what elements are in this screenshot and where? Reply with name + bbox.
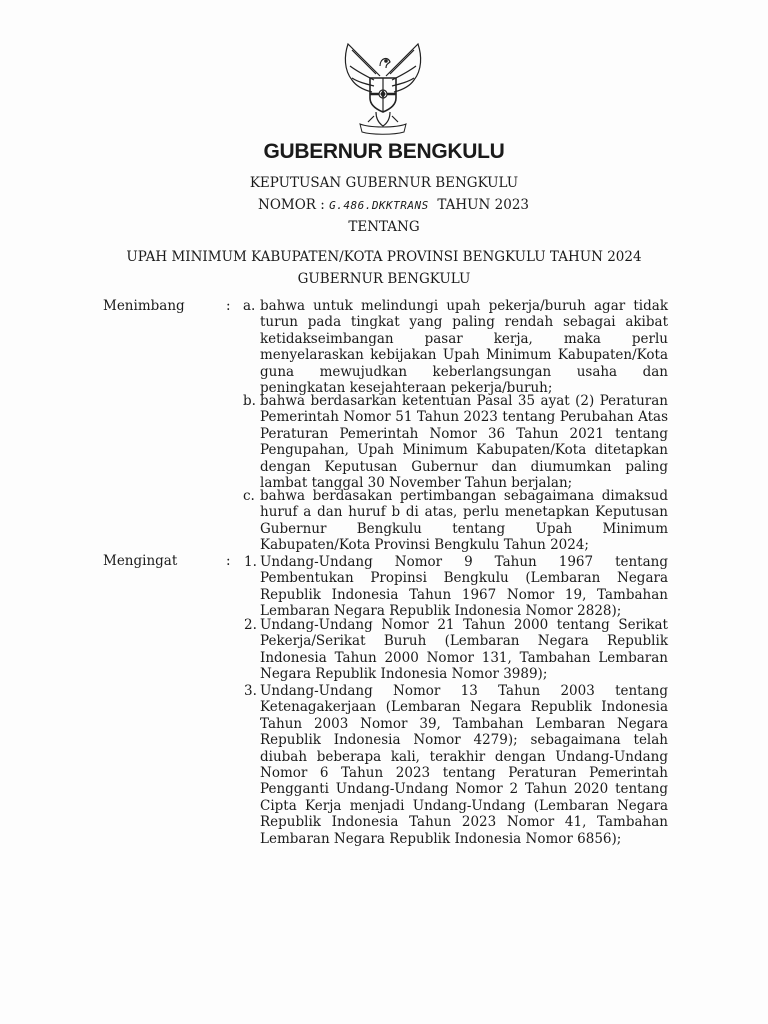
tentang-heading: TENTANG bbox=[348, 219, 420, 235]
consideration-b: bahwa berdasarkan ketentuan Pasal 35 ayat (2) Peraturan Pemerintah Nomor 51 Tahun 2023 tentang Perubahan Atas Peraturan Pemerintah Nomor 36 Tahun 2021 tentang Pengupahan, Upah Minimum Kabupaten/Kota ditetapkan dengan Keputusan Gubernur dan diumumkan paling lambat tanggal 30 November Tahun berjalan; bbox=[260, 393, 668, 492]
letterhead-title: GUBERNUR BENGKULU bbox=[263, 140, 505, 163]
legal-basis-1: Undang-Undang Nomor 9 Tahun 1967 tentang Pembentukan Propinsi Bengkulu (Lembaran Negara Republik Indonesia Tahun 1967 Nomor 19, Tambahan Lembaran Negara Republik Indonesia Nomor 2828); bbox=[260, 554, 668, 620]
decree-number bbox=[258, 197, 529, 213]
list-marker: 2. bbox=[244, 617, 257, 633]
mengingat-colon: : bbox=[226, 553, 231, 569]
nomor-handwritten: G.486.DKKTRANS bbox=[329, 199, 429, 212]
legal-basis-3: Undang-Undang Nomor 13 Tahun 2003 tentang Ketenagakerjaan (Lembaran Negara Republik Indonesia Tahun 2003 Nomor 39, Tambahan Lembaran Negara Republik Indonesia Nomor 4279); sebagaimana telah diubah beberapa kali, terakhir dengan Undang-Undang Nomor 6 Tahun 2023 tentang Peraturan Pemerintah Pengganti Undang-Undang Nomor 2 Tahun 2020 tentang Cipta Kerja menjadi Undang-Undang (Lembaran Negara Republik Indonesia Tahun 2023 Nomor 41, Tambahan Lembaran Negara Republik Indonesia Nomor 6856); bbox=[260, 683, 668, 847]
consideration-a: bahwa untuk melindungi upah pekerja/buruh agar tidak turun pada tingkat yang paling rendah sebagai akibat ketidakseimbangan pasar kerja, maka perlu menyelaraskan kebijakan Upah Minimum Kabupaten/Kota guna mewujudkan keberlangsungan usaha dan peningkatan kesejahteraan pekerja/buruh; bbox=[260, 298, 668, 397]
issuer-heading: GUBERNUR BENGKULU bbox=[297, 271, 471, 287]
menimbang-colon: : bbox=[226, 298, 231, 314]
list-marker: 3. bbox=[244, 683, 257, 699]
list-marker: c. bbox=[243, 488, 255, 504]
decree-subject: UPAH MINIMUM KABUPATEN/KOTA PROVINSI BENGKULU TAHUN 2024 bbox=[126, 249, 642, 265]
legal-basis-2: Undang-Undang Nomor 21 Tahun 2000 tentang Serikat Pekerja/Serikat Buruh (Lembaran Negara Republik Indonesia Tahun 2000 Nomor 131, Tambahan Lembaran Negara Republik Indonesia Nomor 3989); bbox=[260, 617, 668, 683]
mengingat-label: Mengingat bbox=[103, 553, 178, 569]
consideration-c: bahwa berdasakan pertimbangan sebagaimana dimaksud huruf a dan huruf b di atas, perlu menetapkan Keputusan Gubernur Bengkulu tentang Upah Minimum Kabupaten/Kota Provinsi Bengkulu Tahun 2024; bbox=[260, 488, 668, 554]
nomor-prefix: NOMOR : bbox=[258, 197, 325, 213]
menimbang-label: Menimbang bbox=[103, 298, 185, 314]
list-marker: b. bbox=[243, 393, 256, 409]
garuda-emblem-icon bbox=[330, 36, 436, 136]
nomor-year: TAHUN 2023 bbox=[437, 197, 530, 213]
list-marker: a. bbox=[243, 298, 256, 314]
list-marker: 1. bbox=[244, 554, 257, 570]
decree-title: KEPUTUSAN GUBERNUR BENGKULU bbox=[249, 175, 519, 191]
